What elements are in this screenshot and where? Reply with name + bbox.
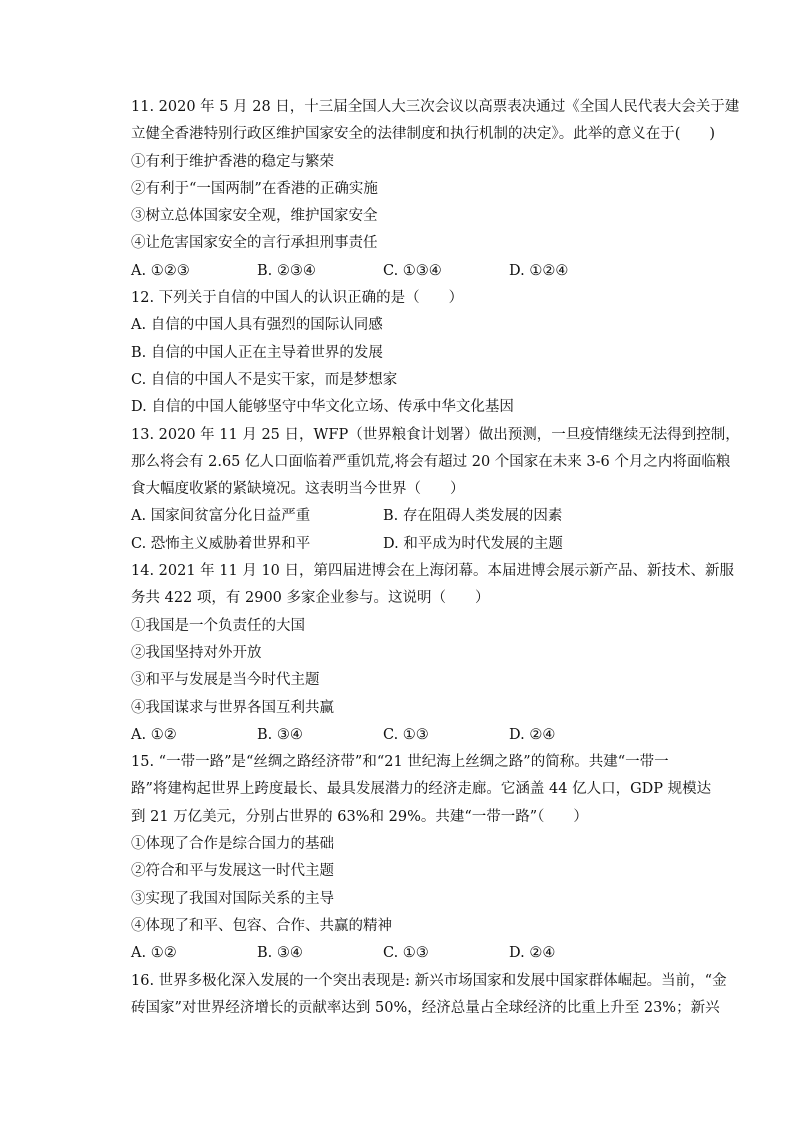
question-stem-line: 13. 2020 年 11 月 25 日，WFP（世界粮食计划署）做出预测，一旦疫情继续无法得到控制， [131,426,740,443]
question-stem-line: 12. 下列关于自信的中国人的认识正确的是（ ） [131,290,464,307]
option-c: C. ①③④ [383,262,442,279]
question-15 [131,749,712,967]
question-stem-line: 15. “一带一路”是“丝绸之路经济带”和“21 世纪海上丝绸之路”的简称。共建“一带一 [131,754,669,771]
option-a: A. 国家间贫富分化日益严重 [131,508,311,525]
statement-1: ①我国是一个负责任的大国 [131,617,305,634]
question-14 [131,558,735,749]
statement-4: ④我国谋求与世界各国互利共赢 [131,699,334,716]
option-b: B. 自信的中国人正在主导着世界的发展 [131,344,383,361]
option-d: D. ②④ [509,726,556,743]
question-16 [131,968,727,1023]
answer-options-row [131,503,671,530]
option-c: C. ①③ [383,726,429,743]
option-c: C. 自信的中国人不是实干家，而是梦想家 [131,371,398,388]
statement-2: ②有利于“一国两制”在香港的正确实施 [131,180,378,197]
statement-3: ③树立总体国家安全观，维护国家安全 [131,208,378,225]
question-stem-line: 砖国家”对世界经济增长的贡献率达到 50%，经济总量占全球经济的比重上升至 23%；新兴 [131,999,720,1016]
option-d: D. ②④ [509,945,556,962]
answer-options [131,722,671,749]
option-d: D. 和平成为时代发展的主题 [383,535,563,552]
option-d: D. 自信的中国人能够坚守中华文化立场、传承中华文化基因 [131,399,514,416]
question-12 [131,285,671,421]
option-b: B. 存在阻碍人类发展的因素 [383,508,563,525]
question-stem-line: 食大幅度收紧的紧缺境况。这表明当今世界（ ） [131,481,465,498]
question-stem-line: 立健全香港特别行政区维护国家安全的法律制度和执行机制的决定》。此举的意义在于( ) [131,126,716,143]
statement-3: ③和平与发展是当今时代主题 [131,672,320,689]
option-a: A. 自信的中国人具有强烈的国际认同感 [131,317,383,334]
question-stem-line: 16. 世界多极化深入发展的一个突出表现是: 新兴市场国家和发展中国家群体崛起。当前，“金 [131,972,727,989]
statement-2: ②我国坚持对外开放 [131,644,262,661]
statement-4: ④让危害国家安全的言行承担刑事责任 [131,235,378,252]
statement-1: ①体现了合作是综合国力的基础 [131,836,334,853]
option-b: B. ②③④ [257,262,316,279]
question-stem-line: 路”将建构起世界上跨度最长、最具发展潜力的经济走廊。它涵盖 44 亿人口，GDP 规模达 [131,781,712,798]
option-b: B. ③④ [257,726,303,743]
question-13 [131,422,740,558]
answer-options [131,940,671,967]
option-a: A. ①② [131,945,177,962]
question-list [131,94,740,1022]
statement-4: ④体现了和平、包容、合作、共赢的精神 [131,917,392,934]
statement-3: ③实现了我国对国际关系的主导 [131,890,334,907]
option-d: D. ①②④ [509,262,569,279]
option-a: A. ①②③ [131,262,190,279]
option-b: B. ③④ [257,945,303,962]
option-c: C. ①③ [383,945,429,962]
question-stem-line: 到 21 万亿美元，分别占世界的 63%和 29%。共建“一带一路”（ ） [131,808,588,825]
question-stem-line: 那么将会有 2.65 亿人口面临着严重饥荒,将会有超过 20 个国家在未来 3-6 个月之内将面临粮 [131,453,731,470]
question-11 [131,94,740,285]
question-stem-line: 务共 422 项，有 2900 多家企业参与。这说明（ ） [131,590,490,607]
statement-2: ②符合和平与发展这一时代主题 [131,863,334,880]
statement-1: ①有利于维护香港的稳定与繁荣 [131,153,334,170]
answer-options-row [131,531,671,558]
option-a: A. ①② [131,726,177,743]
option-c: C. 恐怖主义威胁着世界和平 [131,535,311,552]
question-stem-line: 11. 2020 年 5 月 28 日，十三届全国人大三次会议以高票表决通过《全国人民代表大会关于建 [131,99,740,115]
answer-options [131,258,671,285]
question-stem-line: 14. 2021 年 11 月 10 日，第四届进博会在上海闭幕。本届进博会展示新产品、新技术、新服 [131,563,735,580]
